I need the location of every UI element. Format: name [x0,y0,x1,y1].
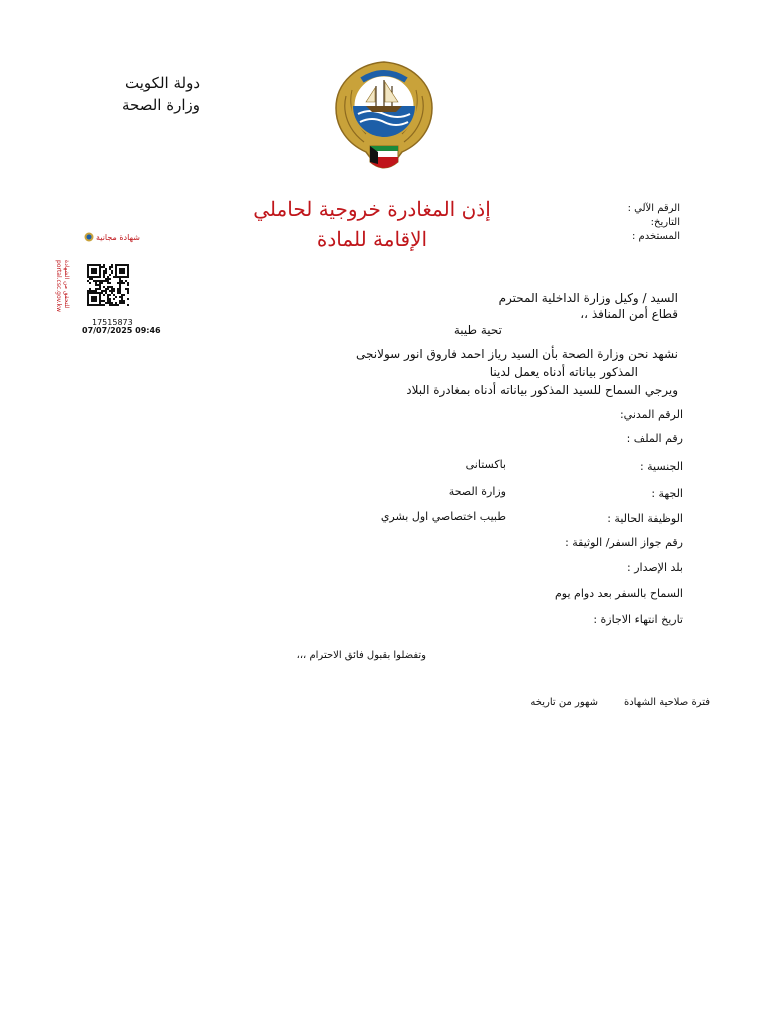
date-label: التاريخ: [650,217,680,228]
verification-side-text [52,260,82,320]
emblem-icon [328,56,440,178]
verify-url: portal.csc.gov.kw [55,260,62,313]
civil-id-label: الرقم المدني: [619,408,683,421]
sector: قطاع أمن المنافذ ،، [580,307,678,321]
qr-number: 17515873 [92,318,133,327]
free-certificate-label: شهادة مجانية [96,232,140,242]
seal-icon [84,232,94,242]
job-value: طبيب اختصاصي اول بشري [380,510,506,523]
body-line-1: نشهد نحن وزارة الصحة بأن السيد رياز احمد فاروق انور سولانجى [356,347,678,361]
free-certificate-badge [84,232,140,242]
nationality-label: الجنسية : [639,460,683,473]
nationality-value: باكستانى [465,458,506,471]
ministry-name: وزارة الصحة [122,96,200,114]
greeting: تحية طيبة [453,323,502,337]
ministry-header [122,72,200,116]
document-title [236,194,508,254]
job-label: الوظيفة الحالية : [607,512,683,525]
leave-end-label: تاريخ انتهاء الاجازة : [593,613,683,626]
entity-label: الجهة : [651,487,683,500]
validity-label: فترة صلاحية الشهادة [623,697,710,708]
body-line-2: المذكور بياناته أدناه يعمل لدينا [489,365,638,379]
file-number-label: رقم الملف : [626,432,683,445]
state-name: دولة الكويت [125,74,200,92]
body-line-3: ويرجي السماح للسيد المذكور بياناته أدناه بمغادرة البلاد [406,383,678,397]
addressee: السيد / وكيل وزارة الداخلية المحترم [498,291,678,305]
title-line-1: إذن المغادرة خروجية لحاملي [253,197,491,221]
closing-text: وتفضلوا بقبول فائق الاحترام ،،، [296,650,426,661]
issue-country-label: بلد الإصدار : [627,561,683,574]
qr-datetime: 07/07/2025 09:46 [82,326,161,335]
title-line-2: الإقامة للمادة [316,227,428,251]
qr-code [87,264,129,308]
entity-value: وزارة الصحة [448,485,506,498]
passport-label: رقم جواز السفر/ الوثيقة : [565,536,683,549]
validity-value: شهور من تاريخه [530,697,598,708]
kuwait-emblem [328,56,440,178]
serial-label: الرقم الآلي : [627,203,680,214]
verify-text: للتحقق من الشهادة [63,260,70,309]
travel-permission: السماح بالسفر بعد دوام يوم [554,587,683,600]
qr-code-icon [87,264,129,308]
document-meta [628,202,680,244]
user-label: المستخدم : [632,231,680,242]
